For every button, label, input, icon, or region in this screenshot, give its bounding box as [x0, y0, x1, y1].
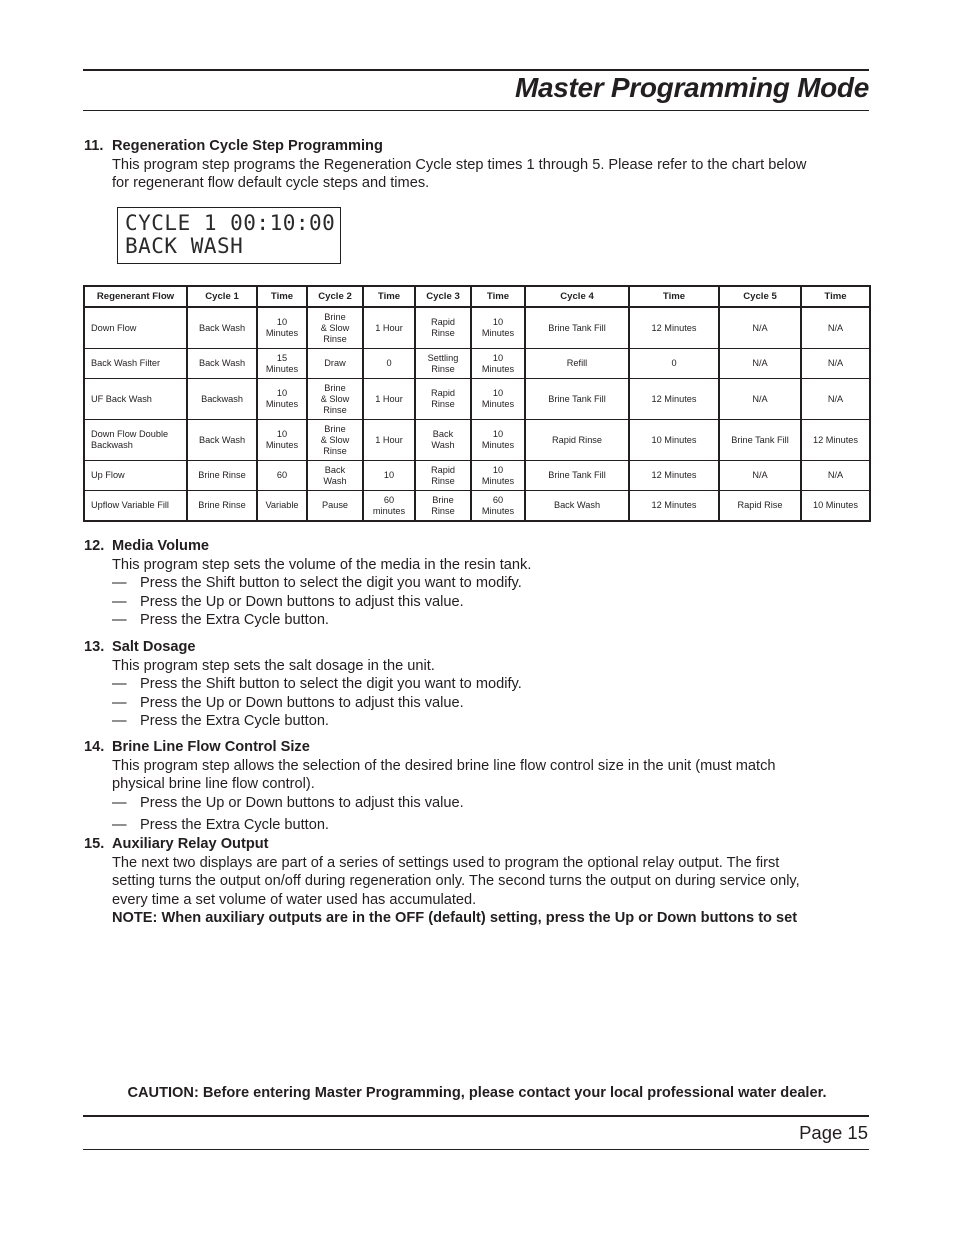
table-cell: 12 Minutes	[629, 491, 719, 522]
table-cell: Back Wash	[187, 420, 257, 461]
list-item	[84, 593, 864, 612]
section-title: Auxiliary Relay Output	[112, 836, 269, 852]
table-cell: Rapid Rinse	[415, 379, 471, 420]
table-cell: 1 Hour	[363, 307, 415, 349]
table-header-cell: Cycle 2	[307, 286, 363, 307]
table-cell: 60 minutes	[363, 491, 415, 522]
table-header-cell: Cycle 5	[719, 286, 801, 307]
section-heading	[84, 638, 864, 657]
page-title: Master Programming Mode	[514, 72, 869, 103]
list-item-text: Press the Shift button to select the digit you want to modify.	[140, 575, 522, 592]
table-cell: Backwash	[187, 379, 257, 420]
section-heading	[84, 137, 864, 156]
table-cell: 10 Minutes	[471, 461, 525, 491]
table-cell: N/A	[719, 461, 801, 491]
list-item	[84, 694, 864, 713]
table-cell: 0	[363, 349, 415, 379]
list-item-text: Press the Extra Cycle button.	[140, 713, 329, 730]
table-cell: Variable	[257, 491, 307, 522]
bullet-dash: —	[112, 694, 127, 711]
list-item-text: Press the Shift button to select the digit you want to modify.	[140, 676, 522, 693]
section-number: 13.	[84, 639, 105, 655]
table-cell: N/A	[801, 461, 870, 491]
list-item	[84, 675, 864, 694]
table-cell: 10 Minutes	[629, 420, 719, 461]
table-cell: Back Wash	[307, 461, 363, 491]
table-cell: N/A	[719, 379, 801, 420]
section-body-line: physical brine line flow control).	[112, 776, 315, 793]
bullet-dash: —	[112, 593, 127, 610]
table-row-label: Down Flow	[84, 307, 187, 349]
section-regeneration-cycle	[84, 137, 864, 193]
table-row-label: Up Flow	[84, 461, 187, 491]
table-cell: 10 Minutes	[471, 349, 525, 379]
table-cell: 12 Minutes	[801, 420, 870, 461]
table-cell: N/A	[801, 307, 870, 349]
header-rule-bottom	[83, 110, 869, 111]
table-cell: 10 Minutes	[471, 307, 525, 349]
table-cell: Back Wash	[525, 491, 629, 522]
table-cell: Brine & Slow Rinse	[307, 379, 363, 420]
bullet-dash: —	[112, 612, 127, 629]
section-heading	[84, 835, 864, 854]
section-body-line: every time a set volume of water used has accumulated.	[112, 891, 477, 908]
table-cell: 60	[257, 461, 307, 491]
table-header-cell: Regenerant Flow	[84, 286, 187, 307]
table-header-cell: Time	[629, 286, 719, 307]
page-number: Page 15	[799, 1122, 868, 1143]
table-cell: N/A	[801, 349, 870, 379]
table-header-cell: Cycle 3	[415, 286, 471, 307]
bullet-dash: —	[112, 794, 127, 811]
table-cell: N/A	[719, 349, 801, 379]
table-cell: 12 Minutes	[629, 307, 719, 349]
table-row-label: Upflow Variable Fill	[84, 491, 187, 522]
table-cell: Rapid Rise	[719, 491, 801, 522]
section-title: Salt Dosage	[112, 639, 196, 655]
section-salt-dosage	[84, 638, 864, 731]
section-body-line: This program step programs the Regeneration Cycle step times 1 through 5. Please refer to the chart below	[112, 156, 807, 173]
table-cell: Back Wash	[187, 307, 257, 349]
table-cell: Brine & Slow Rinse	[307, 307, 363, 349]
section-body-line: This program step allows the selection of the desired brine line flow control size in the unit (must match	[112, 757, 776, 774]
table-cell: 10 Minutes	[801, 491, 870, 522]
section-number: 14.	[84, 739, 105, 755]
table-header-cell: Cycle 4	[525, 286, 629, 307]
table-row	[84, 307, 870, 349]
list-item-text: Press the Up or Down buttons to adjust this value.	[140, 694, 464, 711]
list-item	[84, 794, 864, 813]
list-item	[84, 816, 864, 835]
list-item-text: Press the Up or Down buttons to adjust this value.	[140, 593, 464, 610]
table-cell: Brine Tank Fill	[525, 379, 629, 420]
bullet-dash: —	[112, 713, 127, 730]
note-text: NOTE: When auxiliary outputs are in the OFF (default) setting, press the Up or Down buttons to set	[112, 910, 798, 927]
footer-rule-bottom	[83, 1149, 869, 1150]
header-rule-top	[83, 69, 869, 71]
table-cell: Brine Tank Fill	[719, 420, 801, 461]
table-cell: 15 Minutes	[257, 349, 307, 379]
bullet-dash: —	[112, 817, 127, 834]
table-cell: 12 Minutes	[629, 461, 719, 491]
table-row	[84, 349, 870, 379]
footer-rule-top	[83, 1115, 869, 1117]
table-row-label: UF Back Wash	[84, 379, 187, 420]
table-cell: 10 Minutes	[471, 379, 525, 420]
section-number: 11.	[84, 138, 104, 154]
list-item-text: Press the Up or Down buttons to adjust this value.	[140, 794, 464, 811]
table-cell: Brine Tank Fill	[525, 307, 629, 349]
table-cell: Brine Rinse	[187, 491, 257, 522]
table-cell: 10	[363, 461, 415, 491]
table-cell: 10 Minutes	[257, 307, 307, 349]
section-title: Media Volume	[112, 538, 210, 554]
lcd-display	[117, 207, 341, 264]
list-item-text: Press the Extra Cycle button.	[140, 817, 329, 834]
list-item-text: Press the Extra Cycle button.	[140, 612, 329, 629]
table-header-cell: Time	[363, 286, 415, 307]
table-row	[84, 379, 870, 420]
lcd-line-2: BACK WASH	[125, 234, 244, 258]
table-header-cell: Time	[801, 286, 870, 307]
section-brine-line-flow	[84, 738, 864, 835]
table-header-cell: Cycle 1	[187, 286, 257, 307]
section-body: This program step sets the volume of the media in the resin tank.	[112, 556, 532, 573]
table-cell: Pause	[307, 491, 363, 522]
section-title: Brine Line Flow Control Size	[112, 739, 310, 755]
table-cell: Settling Rinse	[415, 349, 471, 379]
table-cell: Refill	[525, 349, 629, 379]
table-row	[84, 420, 870, 461]
lcd-line-1: CYCLE 1 00:10:00	[125, 211, 336, 235]
section-body-line: setting turns the output on/off during regeneration only. The second turns the output on during service only,	[112, 873, 800, 890]
table-row	[84, 491, 870, 522]
bullet-dash: —	[112, 575, 127, 592]
table-cell: N/A	[801, 379, 870, 420]
table-cell: N/A	[719, 307, 801, 349]
table-cell: Draw	[307, 349, 363, 379]
table-cell: 0	[629, 349, 719, 379]
table-row-label: Down Flow Double Backwash	[84, 420, 187, 461]
regenerant-flow-table	[83, 285, 871, 522]
bullet-dash: —	[112, 676, 127, 693]
table-cell: 10 Minutes	[257, 420, 307, 461]
list-item	[84, 611, 864, 630]
table-cell: Brine Rinse	[415, 491, 471, 522]
table-row	[84, 461, 870, 491]
section-body: This program step sets the salt dosage in the unit.	[112, 657, 435, 674]
section-auxiliary-relay	[84, 835, 864, 928]
table-cell: 10 Minutes	[257, 379, 307, 420]
table-row-label: Back Wash Filter	[84, 349, 187, 379]
list-item	[84, 574, 864, 593]
caution-notice: CAUTION: Before entering Master Programming, please contact your local professional water dealer.	[127, 1085, 827, 1101]
table-cell: Rapid Rinse	[415, 461, 471, 491]
table-cell: Brine Rinse	[187, 461, 257, 491]
table-cell: Brine Tank Fill	[525, 461, 629, 491]
table-cell: 60 Minutes	[471, 491, 525, 522]
table-cell: 10 Minutes	[471, 420, 525, 461]
section-body-line: The next two displays are part of a series of settings used to program the optional relay output. The first	[112, 854, 780, 871]
table-header-row	[84, 286, 870, 307]
section-body-line: for regenerant flow default cycle steps and times.	[112, 175, 430, 192]
section-number: 15.	[84, 836, 105, 852]
table-cell: 1 Hour	[363, 420, 415, 461]
section-media-volume	[84, 537, 864, 630]
section-title: Regeneration Cycle Step Programming	[112, 138, 383, 154]
section-number: 12.	[84, 538, 105, 554]
section-heading	[84, 738, 864, 757]
table-cell: 1 Hour	[363, 379, 415, 420]
table-header-cell: Time	[471, 286, 525, 307]
table-cell: Back Wash	[415, 420, 471, 461]
list-item	[84, 712, 864, 731]
section-heading	[84, 537, 864, 556]
table-cell: Rapid Rinse	[415, 307, 471, 349]
table-cell: Back Wash	[187, 349, 257, 379]
table-header-cell: Time	[257, 286, 307, 307]
table-cell: Rapid Rinse	[525, 420, 629, 461]
table-cell: 12 Minutes	[629, 379, 719, 420]
table-cell: Brine & Slow Rinse	[307, 420, 363, 461]
